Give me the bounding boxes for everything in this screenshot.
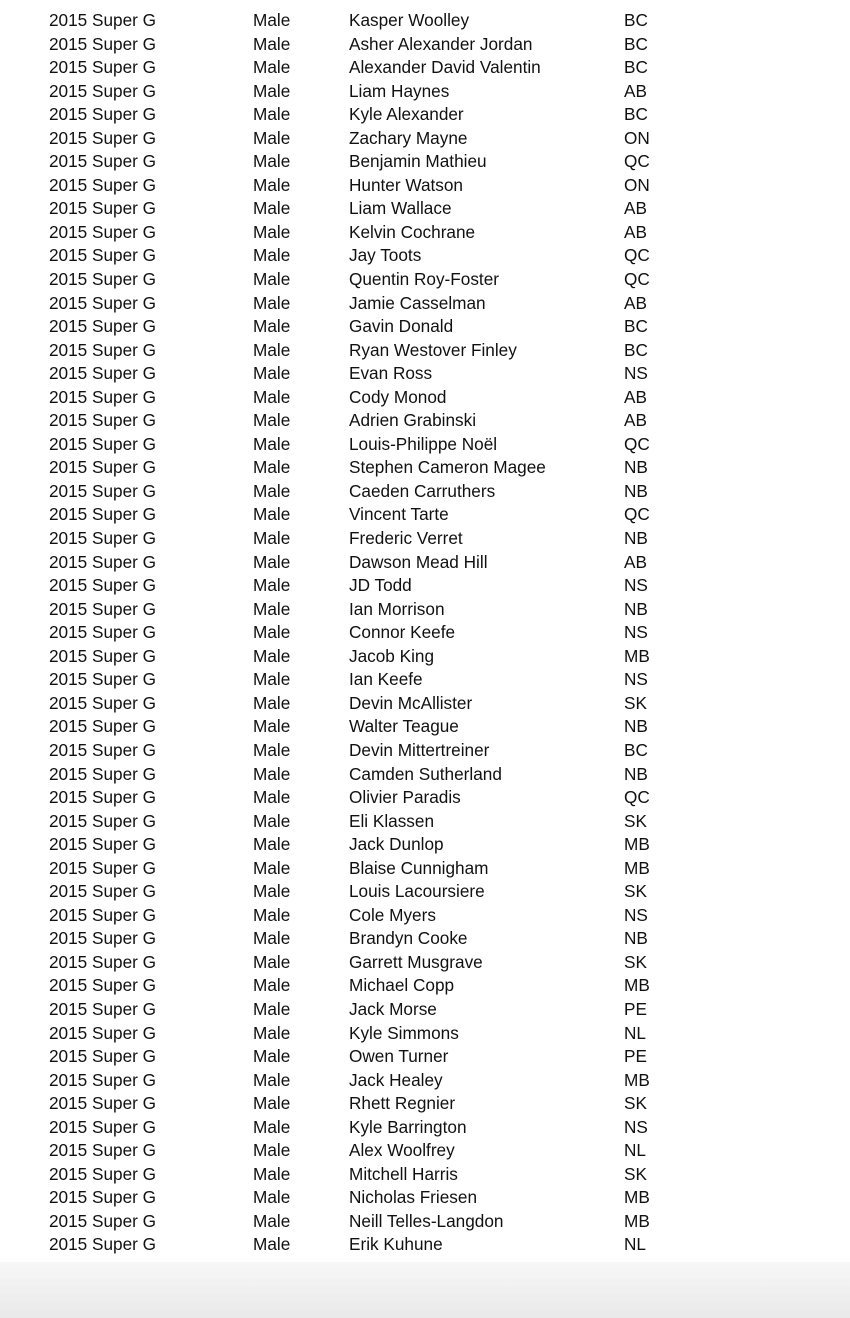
athlete-name-cell: Jacob King bbox=[349, 645, 435, 666]
province-cell: NB bbox=[624, 598, 648, 619]
athlete-name-cell: Ian Morrison bbox=[349, 598, 445, 619]
athlete-name-cell: Jamie Casselman bbox=[349, 292, 486, 313]
table-row bbox=[0, 244, 850, 268]
event-cell: 2015 Super G bbox=[49, 810, 157, 831]
gender-cell: Male bbox=[253, 292, 291, 313]
event-cell: 2015 Super G bbox=[49, 834, 157, 855]
athlete-name-cell: Zachary Mayne bbox=[349, 127, 468, 148]
athlete-name-cell: Garrett Musgrave bbox=[349, 951, 483, 972]
athlete-name-cell: Vincent Tarte bbox=[349, 504, 449, 525]
gender-cell: Male bbox=[253, 363, 291, 384]
province-cell: PE bbox=[624, 1046, 647, 1067]
event-cell: 2015 Super G bbox=[49, 1210, 157, 1231]
event-cell: 2015 Super G bbox=[49, 504, 157, 525]
gender-cell: Male bbox=[253, 645, 291, 666]
athlete-name-cell: Olivier Paradis bbox=[349, 787, 461, 808]
event-cell: 2015 Super G bbox=[49, 339, 157, 360]
gender-cell: Male bbox=[253, 1046, 291, 1067]
table-row bbox=[0, 1022, 850, 1046]
province-cell: MB bbox=[624, 645, 650, 666]
athlete-name-cell: Owen Turner bbox=[349, 1046, 449, 1067]
event-cell: 2015 Super G bbox=[49, 928, 157, 949]
table-row bbox=[0, 598, 850, 622]
table-row bbox=[0, 1163, 850, 1187]
gender-cell: Male bbox=[253, 386, 291, 407]
table-row bbox=[0, 1069, 850, 1093]
gender-cell: Male bbox=[253, 1069, 291, 1090]
athlete-name-cell: Dawson Mead Hill bbox=[349, 551, 488, 572]
province-cell: NS bbox=[624, 575, 648, 596]
athlete-name-cell: Neill Telles-Langdon bbox=[349, 1210, 504, 1231]
athlete-name-cell: Camden Sutherland bbox=[349, 763, 502, 784]
province-cell: QC bbox=[624, 269, 650, 290]
athlete-name-cell: Adrien Grabinski bbox=[349, 410, 477, 431]
province-cell: NB bbox=[624, 528, 648, 549]
gender-cell: Male bbox=[253, 575, 291, 596]
event-cell: 2015 Super G bbox=[49, 857, 157, 878]
event-cell: 2015 Super G bbox=[49, 1069, 157, 1090]
event-cell: 2015 Super G bbox=[49, 739, 157, 760]
event-cell: 2015 Super G bbox=[49, 1234, 157, 1255]
table-row bbox=[0, 362, 850, 386]
event-cell: 2015 Super G bbox=[49, 33, 157, 54]
athlete-name-cell: Alex Woolfrey bbox=[349, 1140, 455, 1161]
athlete-name-cell: Ryan Westover Finley bbox=[349, 339, 517, 360]
event-cell: 2015 Super G bbox=[49, 433, 157, 454]
event-cell: 2015 Super G bbox=[49, 975, 157, 996]
province-cell: NS bbox=[624, 1116, 648, 1137]
table-row bbox=[0, 739, 850, 763]
athlete-name-cell: Rhett Regnier bbox=[349, 1093, 456, 1114]
table-row bbox=[0, 409, 850, 433]
athlete-name-cell: Louis Lacoursiere bbox=[349, 881, 485, 902]
event-cell: 2015 Super G bbox=[49, 528, 157, 549]
table-row bbox=[0, 433, 850, 457]
gender-cell: Male bbox=[253, 1187, 291, 1208]
table-row bbox=[0, 621, 850, 645]
event-cell: 2015 Super G bbox=[49, 316, 157, 337]
table-row bbox=[0, 80, 850, 104]
gender-cell: Male bbox=[253, 245, 291, 266]
province-cell: SK bbox=[624, 810, 647, 831]
gender-cell: Male bbox=[253, 928, 291, 949]
table-row bbox=[0, 456, 850, 480]
table-row bbox=[0, 268, 850, 292]
province-cell: BC bbox=[624, 316, 648, 337]
event-cell: 2015 Super G bbox=[49, 1093, 157, 1114]
province-cell: NB bbox=[624, 480, 648, 501]
event-cell: 2015 Super G bbox=[49, 575, 157, 596]
event-cell: 2015 Super G bbox=[49, 1140, 157, 1161]
event-cell: 2015 Super G bbox=[49, 998, 157, 1019]
event-cell: 2015 Super G bbox=[49, 174, 157, 195]
athlete-name-cell: Brandyn Cooke bbox=[349, 928, 468, 949]
gender-cell: Male bbox=[253, 1163, 291, 1184]
province-cell: AB bbox=[624, 551, 647, 572]
province-cell: MB bbox=[624, 1069, 650, 1090]
athlete-name-cell: Devin McAllister bbox=[349, 692, 473, 713]
province-cell: QC bbox=[624, 433, 650, 454]
athlete-name-cell: Ian Keefe bbox=[349, 669, 423, 690]
athlete-name-cell: Quentin Roy-Foster bbox=[349, 269, 499, 290]
table-row bbox=[0, 1045, 850, 1069]
gender-cell: Male bbox=[253, 951, 291, 972]
event-cell: 2015 Super G bbox=[49, 1046, 157, 1067]
table-row bbox=[0, 221, 850, 245]
table-row bbox=[0, 1116, 850, 1140]
gender-cell: Male bbox=[253, 1210, 291, 1231]
athlete-name-cell: Stephen Cameron Magee bbox=[349, 457, 546, 478]
gender-cell: Male bbox=[253, 692, 291, 713]
province-cell: AB bbox=[624, 292, 647, 313]
athlete-name-cell: Caeden Carruthers bbox=[349, 480, 496, 501]
table-row bbox=[0, 857, 850, 881]
event-cell: 2015 Super G bbox=[49, 763, 157, 784]
table-row bbox=[0, 386, 850, 410]
gender-cell: Male bbox=[253, 1234, 291, 1255]
province-cell: NB bbox=[624, 716, 648, 737]
gender-cell: Male bbox=[253, 316, 291, 337]
province-cell: ON bbox=[624, 127, 650, 148]
event-cell: 2015 Super G bbox=[49, 363, 157, 384]
event-cell: 2015 Super G bbox=[49, 598, 157, 619]
event-cell: 2015 Super G bbox=[49, 127, 157, 148]
province-cell: AB bbox=[624, 80, 647, 101]
athlete-name-cell: Cole Myers bbox=[349, 904, 436, 925]
table-row bbox=[0, 998, 850, 1022]
table-row bbox=[0, 339, 850, 363]
gender-cell: Male bbox=[253, 504, 291, 525]
athlete-name-cell: Kyle Alexander bbox=[349, 104, 464, 125]
province-cell: NB bbox=[624, 763, 648, 784]
table-row bbox=[0, 174, 850, 198]
province-cell: AB bbox=[624, 221, 647, 242]
province-cell: MB bbox=[624, 857, 650, 878]
province-cell: QC bbox=[624, 151, 650, 172]
event-cell: 2015 Super G bbox=[49, 386, 157, 407]
athlete-name-cell: Asher Alexander Jordan bbox=[349, 33, 533, 54]
table-row bbox=[0, 786, 850, 810]
gender-cell: Male bbox=[253, 339, 291, 360]
table-row bbox=[0, 763, 850, 787]
province-cell: MB bbox=[624, 1210, 650, 1231]
gender-cell: Male bbox=[253, 669, 291, 690]
province-cell: BC bbox=[624, 339, 648, 360]
province-cell: BC bbox=[624, 33, 648, 54]
province-cell: BC bbox=[624, 104, 648, 125]
event-cell: 2015 Super G bbox=[49, 787, 157, 808]
table-row bbox=[0, 1186, 850, 1210]
province-cell: NL bbox=[624, 1140, 646, 1161]
gender-cell: Male bbox=[253, 127, 291, 148]
event-cell: 2015 Super G bbox=[49, 57, 157, 78]
event-cell: 2015 Super G bbox=[49, 221, 157, 242]
athlete-name-cell: Benjamin Mathieu bbox=[349, 151, 487, 172]
gender-cell: Male bbox=[253, 834, 291, 855]
gender-cell: Male bbox=[253, 528, 291, 549]
event-cell: 2015 Super G bbox=[49, 10, 157, 30]
gender-cell: Male bbox=[253, 857, 291, 878]
province-cell: NB bbox=[624, 928, 648, 949]
athlete-name-cell: Michael Copp bbox=[349, 975, 455, 996]
table-row bbox=[0, 527, 850, 551]
gender-cell: Male bbox=[253, 198, 291, 219]
province-cell: AB bbox=[624, 386, 647, 407]
table-row bbox=[0, 103, 850, 127]
table-row bbox=[0, 150, 850, 174]
table-row bbox=[0, 33, 850, 57]
athlete-name-cell: Blaise Cunnigham bbox=[349, 857, 489, 878]
athlete-name-cell: Jack Dunlop bbox=[349, 834, 444, 855]
gender-cell: Male bbox=[253, 80, 291, 101]
gender-cell: Male bbox=[253, 598, 291, 619]
table-row bbox=[0, 692, 850, 716]
gender-cell: Male bbox=[253, 787, 291, 808]
province-cell: NS bbox=[624, 904, 648, 925]
athlete-name-cell: Devin Mittertreiner bbox=[349, 739, 490, 760]
athlete-name-cell: Erik Kuhune bbox=[349, 1234, 443, 1255]
province-cell: SK bbox=[624, 951, 647, 972]
event-cell: 2015 Super G bbox=[49, 480, 157, 501]
event-cell: 2015 Super G bbox=[49, 622, 157, 643]
athlete-name-cell: Kasper Woolley bbox=[349, 10, 470, 30]
gender-cell: Male bbox=[253, 269, 291, 290]
event-cell: 2015 Super G bbox=[49, 692, 157, 713]
athlete-name-cell: Liam Wallace bbox=[349, 198, 452, 219]
event-cell: 2015 Super G bbox=[49, 951, 157, 972]
event-cell: 2015 Super G bbox=[49, 245, 157, 266]
athlete-name-cell: Hunter Watson bbox=[349, 174, 463, 195]
athlete-name-cell: Connor Keefe bbox=[349, 622, 456, 643]
gender-cell: Male bbox=[253, 57, 291, 78]
athlete-name-cell: Jack Healey bbox=[349, 1069, 443, 1090]
event-cell: 2015 Super G bbox=[49, 1022, 157, 1043]
province-cell: BC bbox=[624, 10, 648, 30]
table-row bbox=[0, 1210, 850, 1234]
event-cell: 2015 Super G bbox=[49, 292, 157, 313]
results-table bbox=[0, 9, 850, 1257]
province-cell: MB bbox=[624, 834, 650, 855]
event-cell: 2015 Super G bbox=[49, 457, 157, 478]
table-row bbox=[0, 56, 850, 80]
province-cell: SK bbox=[624, 692, 647, 713]
table-row bbox=[0, 880, 850, 904]
province-cell: NB bbox=[624, 457, 648, 478]
event-cell: 2015 Super G bbox=[49, 716, 157, 737]
province-cell: NS bbox=[624, 363, 648, 384]
athlete-name-cell: Kelvin Cochrane bbox=[349, 221, 476, 242]
event-cell: 2015 Super G bbox=[49, 269, 157, 290]
gender-cell: Male bbox=[253, 151, 291, 172]
province-cell: NS bbox=[624, 622, 648, 643]
athlete-name-cell: Liam Haynes bbox=[349, 80, 450, 101]
gender-cell: Male bbox=[253, 1140, 291, 1161]
athlete-name-cell: Gavin Donald bbox=[349, 316, 454, 337]
province-cell: QC bbox=[624, 504, 650, 525]
gender-cell: Male bbox=[253, 457, 291, 478]
province-cell: BC bbox=[624, 739, 648, 760]
gender-cell: Male bbox=[253, 622, 291, 643]
table-row bbox=[0, 127, 850, 151]
event-cell: 2015 Super G bbox=[49, 410, 157, 431]
table-row bbox=[0, 315, 850, 339]
province-cell: SK bbox=[624, 1163, 647, 1184]
athlete-name-cell: Kyle Barrington bbox=[349, 1116, 467, 1137]
table-row bbox=[0, 503, 850, 527]
table-row bbox=[0, 1139, 850, 1163]
athlete-name-cell: Eli Klassen bbox=[349, 810, 435, 831]
event-cell: 2015 Super G bbox=[49, 551, 157, 572]
athlete-name-cell: Jay Toots bbox=[349, 245, 422, 266]
province-cell: QC bbox=[624, 787, 650, 808]
province-cell: AB bbox=[624, 198, 647, 219]
page-bottom-margin bbox=[0, 1262, 850, 1318]
gender-cell: Male bbox=[253, 1116, 291, 1137]
gender-cell: Male bbox=[253, 221, 291, 242]
province-cell: AB bbox=[624, 410, 647, 431]
athlete-name-cell: Walter Teague bbox=[349, 716, 459, 737]
gender-cell: Male bbox=[253, 1022, 291, 1043]
event-cell: 2015 Super G bbox=[49, 669, 157, 690]
athlete-name-cell: Nicholas Friesen bbox=[349, 1187, 477, 1208]
table-row bbox=[0, 833, 850, 857]
province-cell: NL bbox=[624, 1022, 646, 1043]
gender-cell: Male bbox=[253, 33, 291, 54]
table-row bbox=[0, 292, 850, 316]
athlete-name-cell: Kyle Simmons bbox=[349, 1022, 459, 1043]
event-cell: 2015 Super G bbox=[49, 1163, 157, 1184]
gender-cell: Male bbox=[253, 904, 291, 925]
province-cell: ON bbox=[624, 174, 650, 195]
table-row bbox=[0, 715, 850, 739]
gender-cell: Male bbox=[253, 998, 291, 1019]
table-row bbox=[0, 551, 850, 575]
event-cell: 2015 Super G bbox=[49, 198, 157, 219]
event-cell: 2015 Super G bbox=[49, 104, 157, 125]
gender-cell: Male bbox=[253, 1093, 291, 1114]
table-row bbox=[0, 1233, 850, 1257]
table-row bbox=[0, 9, 850, 33]
province-cell: NL bbox=[624, 1234, 646, 1255]
gender-cell: Male bbox=[253, 739, 291, 760]
table-row bbox=[0, 974, 850, 998]
table-row bbox=[0, 574, 850, 598]
province-cell: SK bbox=[624, 881, 647, 902]
table-row bbox=[0, 810, 850, 834]
province-cell: MB bbox=[624, 975, 650, 996]
table-row bbox=[0, 668, 850, 692]
gender-cell: Male bbox=[253, 810, 291, 831]
gender-cell: Male bbox=[253, 716, 291, 737]
table-row bbox=[0, 1092, 850, 1116]
table-row bbox=[0, 951, 850, 975]
gender-cell: Male bbox=[253, 10, 291, 30]
athlete-name-cell: Mitchell Harris bbox=[349, 1163, 458, 1184]
table-row bbox=[0, 645, 850, 669]
gender-cell: Male bbox=[253, 174, 291, 195]
gender-cell: Male bbox=[253, 881, 291, 902]
athlete-name-cell: Alexander David Valentin bbox=[349, 57, 541, 78]
event-cell: 2015 Super G bbox=[49, 881, 157, 902]
athlete-name-cell: Cody Monod bbox=[349, 386, 447, 407]
gender-cell: Male bbox=[253, 104, 291, 125]
gender-cell: Male bbox=[253, 433, 291, 454]
athlete-name-cell: Evan Ross bbox=[349, 363, 433, 384]
province-cell: MB bbox=[624, 1187, 650, 1208]
gender-cell: Male bbox=[253, 410, 291, 431]
event-cell: 2015 Super G bbox=[49, 80, 157, 101]
gender-cell: Male bbox=[253, 975, 291, 996]
event-cell: 2015 Super G bbox=[49, 1187, 157, 1208]
gender-cell: Male bbox=[253, 763, 291, 784]
athlete-name-cell: JD Todd bbox=[349, 575, 412, 596]
event-cell: 2015 Super G bbox=[49, 904, 157, 925]
province-cell: NS bbox=[624, 669, 648, 690]
athlete-name-cell: Jack Morse bbox=[349, 998, 437, 1019]
table-row bbox=[0, 480, 850, 504]
table-row bbox=[0, 904, 850, 928]
table-row bbox=[0, 927, 850, 951]
event-cell: 2015 Super G bbox=[49, 1116, 157, 1137]
province-cell: BC bbox=[624, 57, 648, 78]
event-cell: 2015 Super G bbox=[49, 645, 157, 666]
gender-cell: Male bbox=[253, 551, 291, 572]
gender-cell: Male bbox=[253, 480, 291, 501]
event-cell: 2015 Super G bbox=[49, 151, 157, 172]
province-cell: SK bbox=[624, 1093, 647, 1114]
table-row bbox=[0, 197, 850, 221]
athlete-name-cell: Louis-Philippe Noël bbox=[349, 433, 498, 454]
province-cell: PE bbox=[624, 998, 647, 1019]
province-cell: QC bbox=[624, 245, 650, 266]
athlete-name-cell: Frederic Verret bbox=[349, 528, 463, 549]
